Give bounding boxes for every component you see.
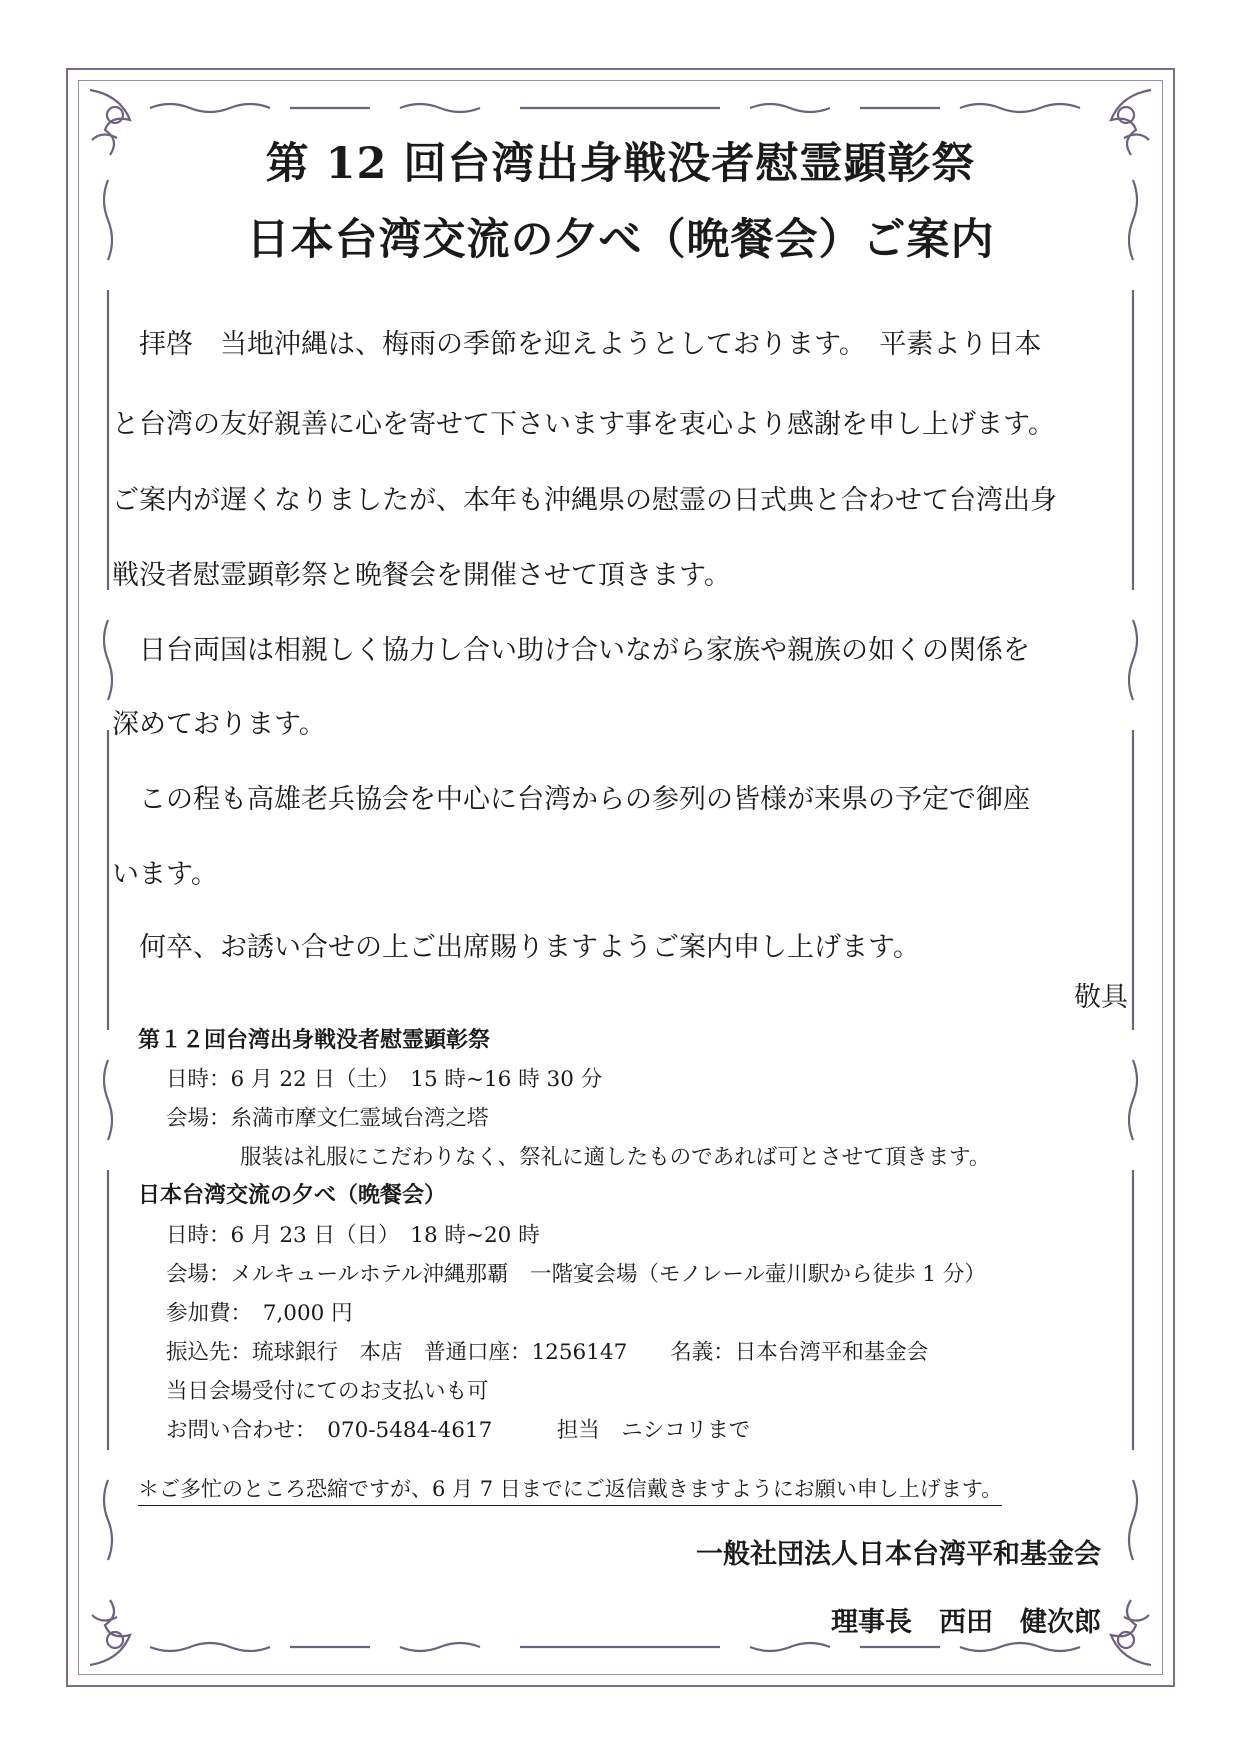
body-line-7: この程も高雄老兵協会を中心に台湾からの参列の皆様が来県の予定で御座 bbox=[112, 784, 1030, 815]
body-line-8: います。 bbox=[112, 859, 218, 890]
body-line-9: 何卒、お誘い合せの上ご出席賜りますようご案内申し上げます。 bbox=[112, 932, 920, 963]
event2-datetime: 日時：6 月 23 日（日） 18 時~20 時 bbox=[166, 1223, 540, 1248]
event2-venue: 会場：メルキュールホテル沖縄那覇 一階宴会場（モノレール壷川駅から徒歩 1 分） bbox=[166, 1262, 986, 1287]
event1-heading: 第１２回台湾出身戦没者慰霊顕彰祭 bbox=[138, 1027, 491, 1053]
body-line-1: 拝啓 当地沖縄は、梅雨の季節を迎えようとしております。 平素より日本 bbox=[112, 329, 1042, 360]
body-line-2: と台湾の友好親善に心を寄せて下さいます事を衷心より感謝を申し上げます。 bbox=[112, 409, 1055, 440]
event1-dress: 服装は礼服にこだわりなく、祭礼に適したものであれば可とさせて頂きます。 bbox=[240, 1145, 991, 1170]
event2-onsite: 当日会場受付にてのお支払いも可 bbox=[166, 1379, 489, 1404]
body-line-6: 深めております。 bbox=[112, 709, 326, 740]
event1-datetime: 日時：6 月 22 日（土） 15 時~16 時 30 分 bbox=[166, 1067, 603, 1092]
event2-transfer: 振込先：琉球銀行 本店 普通口座：1256147 名義：日本台湾平和基金会 bbox=[166, 1340, 929, 1365]
event2-fee: 参加費： 7,000 円 bbox=[166, 1301, 353, 1326]
event2-heading: 日本台湾交流の夕べ（晩餐会） bbox=[138, 1182, 447, 1208]
signature-person: 理事長 西田 健次郎 bbox=[831, 1607, 1101, 1638]
body-line-3: ご案内が遅くなりましたが、本年も沖縄県の慰霊の日式典と合わせて台湾出身 bbox=[112, 485, 1057, 516]
event2-contact: お問い合わせ： 070-5484-4617 担当 ニシコリまで bbox=[166, 1418, 751, 1443]
event1-venue: 会場：糸満市摩文仁霊域台湾之塔 bbox=[166, 1106, 489, 1131]
body-line-5: 日台両国は相親しく協力し合い助け合いながら家族や親族の如くの関係を bbox=[112, 635, 1030, 666]
title-line-2: 日本台湾交流の夕べ（晩餐会）ご案内 bbox=[246, 215, 995, 265]
title-line-1: 第 12 回台湾出身戦没者慰霊顕彰祭 bbox=[265, 139, 976, 189]
rsvp-note: ＊ご多忙のところ恐縮ですが、6 月 7 日までにご返信戴きますようにお願い申し上げます。 bbox=[138, 1473, 1002, 1506]
signature-org: 一般社団法人日本台湾平和基金会 bbox=[696, 1539, 1101, 1570]
body-line-4: 戦没者慰霊顕彰祭と晩餐会を開催させて頂きます。 bbox=[112, 560, 731, 591]
closing-keigu: 敬具 bbox=[1074, 982, 1128, 1013]
